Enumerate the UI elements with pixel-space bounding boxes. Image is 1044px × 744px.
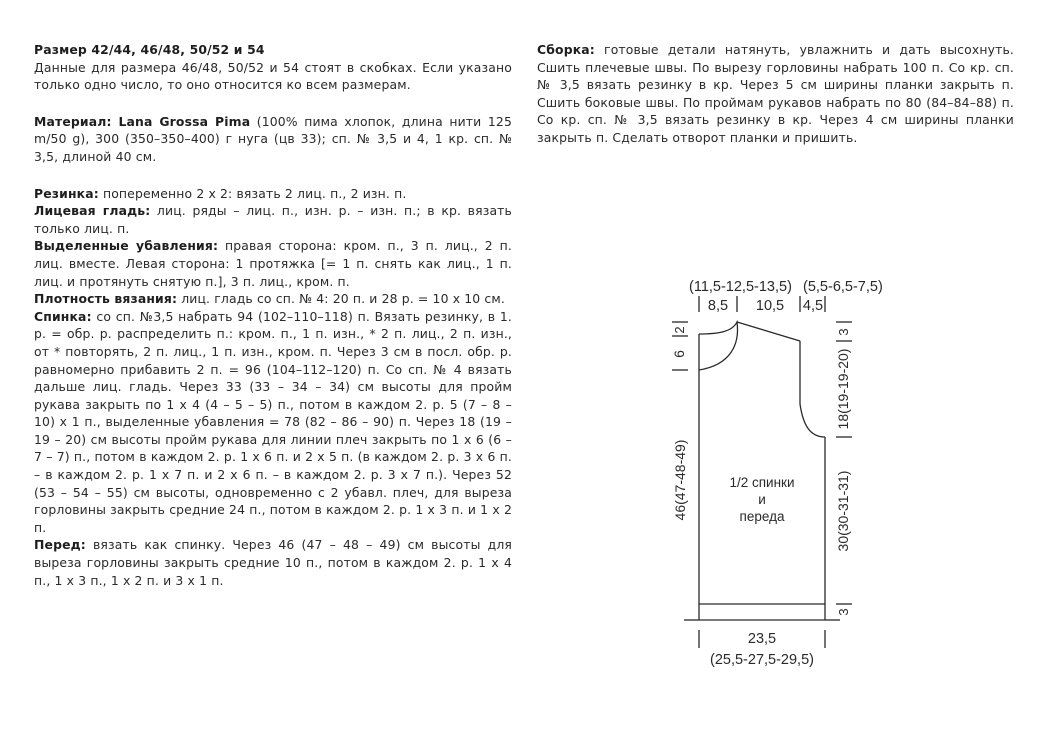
garment-outline: [737, 322, 825, 437]
stockinette-label: Лицевая гладь:: [34, 203, 151, 219]
piece-label-line-3: переда: [739, 509, 785, 524]
top-right-size: (5,5-6,5-7,5): [803, 279, 883, 295]
assembly-text: готовые детали натянуть, увлажнить и дать высохнуть. Сшить плечевые швы. По вырезу горловины набрать 100 п. Со кр. сп. № 3,5 вязать резинку в кр. Через 5 см ширины планки закрыть п. Сшить боковые швы. По проймам рукавов набрать по 80 (84–84–88) п. Со кр. сп. № 3,5 вязать резинку в кр. Через 4 см ширины планки закрыть п. Сделать отворот планки и пришить.: [537, 42, 1014, 145]
bottom-width-sizes: (25,5-27,5-29,5): [710, 652, 814, 668]
bottom-width-label: 23,5: [747, 631, 777, 647]
assembly-label: Сборка:: [537, 42, 595, 57]
size-text: Данные для размера 46/48, 50/52 и 54 стоят в скобках. Если указано только одно число, то оно относится ко всем размерам.: [34, 59, 512, 93]
gauge-text: лиц. гладь со сп. № 4: 20 п. и 28 р. = 10 х 10 см.: [177, 291, 505, 307]
total-height-label: 46(47-48-49): [672, 439, 688, 521]
shoulder-width-label: 10,5: [755, 298, 785, 314]
neck-curve: [699, 322, 738, 370]
material-label: Материал: Lana Grossa Pima: [34, 113, 251, 129]
front-label: Перед:: [34, 537, 86, 553]
back-text: со сп. №3,5 набрать 94 (102–110–118) п. Вязать резинку, в 1. р. = обр. р. распределить п.: кром. п., 1 п. изн., * 2 п. лиц., 2 п. изн., от * повторять, 2 п. лиц., 1 п. изн., кром. п. Через 3 см в посл. обр. р. равномерно прибавить 2 п. = 96 (104–112–120) п. Со сп. № 4 вязать дальше лиц. гладь. Через 33 (33 – 34 – 34) см высоты для пройм рукава закрыть по 1 х 4 (4 – 5 – 5) п., потом в каждом 2. р. 5 (7 – 8 – 10) х 1 п., выделенные убавления = 78 (82 – 86 – 90) п. Через 18 (19 – 19 – 20) см высоты пройм рукава для линии плеч закрыть по 1 х 6 (6 – 7 – 7) п., потом в каждом 2. р. 1 х 6 п. и 2 х 5 п. (в каждом 2. р. 3 х 6 п. – в каждом 2. р. 1 х 7 п. и 2 х 6 п. – в каждом 2. р. 3 х 7 п.). Через 52 (53 – 54 – 55) см высоты, одновременно с 2 убавл. плеч, для выреза горловины закрыть средние 24 п., потом в каждом 2. р. 1 х 3 п. и 1 х 2 п.: [34, 308, 512, 535]
neck-depth-label: 6: [671, 350, 687, 358]
rib-text: попеременно 2 х 2: вязать 2 лиц. п., 2 изн. п.: [98, 185, 407, 201]
size-heading: Размер 42/44, 46/48, 50/52 и 54: [34, 42, 265, 57]
back-label: Спинка:: [34, 308, 92, 324]
armhole-line: [800, 341, 825, 437]
neck-band-label: 2: [672, 326, 687, 334]
top-left-size: (11,5-12,5-13,5): [689, 279, 792, 295]
gauge-label: Плотность вязания:: [34, 291, 178, 307]
material-text: (100% пима хлопок, длина нити 125 m/50 g), 300 (350–350–400) г нуга (цв 33); сп. № 3,5 и 4, 1 кр. сп. № 3,5, длиной 40 см.: [34, 113, 512, 164]
bottom-band-label: 3: [836, 608, 851, 616]
piece-label-line-1: 1/2 спинки: [729, 475, 795, 490]
top-band-label: 3: [836, 328, 851, 336]
armhole-height-label: 18(19-19-20): [835, 348, 851, 430]
front-text: вязать как спинку. Через 46 (47 – 48 – 49) см высоты для выреза горловины закрыть средние 10 п., потом в каждом 2. р. 1 х 4 п., 1 х 3 п., 1 х 2 п. и 3 х 1 п.: [34, 537, 512, 588]
piece-label-line-2: и: [758, 492, 766, 507]
shoulder-line: [737, 322, 800, 341]
decrease-label: Выделенные убавления:: [34, 238, 219, 254]
side-height-label: 30(30-31-31): [835, 470, 851, 552]
decrease-text: правая сторона: кром. п., 3 п. лиц., 2 п. лиц. вместе. Левая сторона: 1 протяжка [= 1 п. снять как лиц., 1 п. лиц. и протянуть снятую п.], 3 п. лиц., кром. п.: [34, 238, 513, 289]
armhole-width-label: 4,5: [802, 298, 824, 314]
stockinette-text: лиц. ряды – лиц. п., изн. р. – изн. п.; в кр. вязать только лиц. п.: [34, 203, 513, 236]
neck-width-label: 8,5: [707, 298, 729, 314]
rib-label: Резинка:: [34, 185, 99, 201]
